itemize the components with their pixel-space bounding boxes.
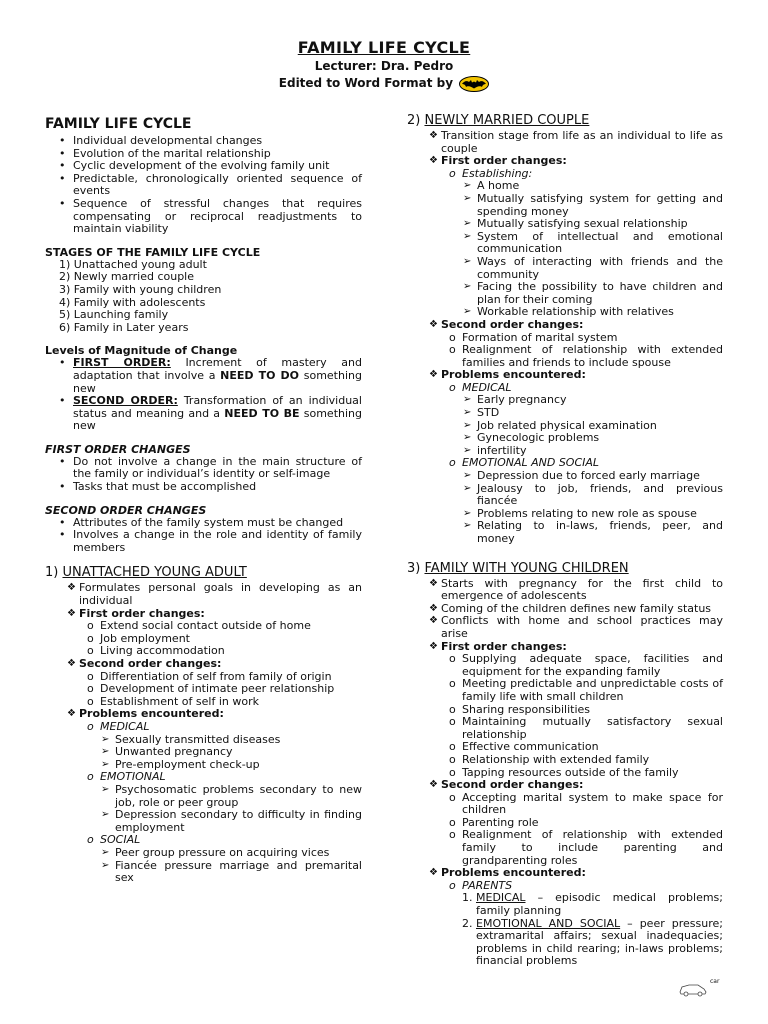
stage3-problems-label: ❖ Problems encountered: xyxy=(407,867,723,880)
stage2-problems-label: ❖ Problems encountered: xyxy=(407,369,723,382)
stage2-title: NEWLY MARRIED COUPLE xyxy=(424,113,590,128)
levels-heading: Levels of Magnitude of Change xyxy=(45,344,238,358)
list-item: o Supplying adequate space, facilities and equipment for the expanding family xyxy=(407,653,723,678)
list-item: ➢ A home xyxy=(407,180,723,193)
list-item: 1) Unattached young adult xyxy=(59,257,207,271)
list-item: ➢ Relating to in-laws, friends, peer, and money xyxy=(407,520,723,545)
stage1-second-order-label: ❖ Second order changes: xyxy=(45,658,362,671)
list-item: ➢ Job related physical examination xyxy=(407,420,723,433)
second-order-text-b: something new xyxy=(73,406,362,433)
stage3-heading xyxy=(407,560,723,578)
second-order-changes-heading: SECOND ORDER CHANGES xyxy=(45,503,207,517)
list-item: ➢ Early pregnancy xyxy=(407,394,723,407)
list-item: ➢ System of intellectual and emotional communication xyxy=(407,231,723,256)
list-item: • Predictable, chronologically oriented sequence of events xyxy=(45,173,362,198)
stage3-first-order-label: ❖ First order changes: xyxy=(407,641,723,654)
list-item: o Living accommodation xyxy=(45,645,362,658)
p2-label: EMOTIONAL AND SOCIAL xyxy=(476,916,621,930)
list-item: o Formation of marital system xyxy=(407,332,723,345)
stage1-first-order-label: ❖ First order changes: xyxy=(45,608,362,621)
stage2-medical-label: o MEDICAL xyxy=(407,382,723,395)
p2-text: – peer pressure; extramarital affairs; sexual inadequacies; problems in child rearing; in-laws problems; financial problems xyxy=(476,916,723,968)
stage2-second-order-label: ❖ Second order changes: xyxy=(407,319,723,332)
list-item: ➢ STD xyxy=(407,407,723,420)
right-column xyxy=(407,112,723,968)
stage3-title: FAMILY WITH YOUNG CHILDREN xyxy=(424,560,629,576)
stage1-social-label: o SOCIAL xyxy=(45,834,362,847)
stages-list xyxy=(45,259,362,335)
second-order-label: SECOND ORDER: xyxy=(73,394,178,408)
list-item: ➢ Sexually transmitted diseases xyxy=(45,734,362,747)
stage3-second-order-label: ❖ Second order changes: xyxy=(407,779,723,792)
list-item: ➢ Mutually satisfying system for getting and spending money xyxy=(407,193,723,218)
stage2-establishing-label: o Establishing: xyxy=(407,168,723,181)
stage3-number: 3) xyxy=(407,560,425,576)
list-item: ❖ Coming of the children defines new family status xyxy=(407,603,723,616)
list-item: • Cyclic development of the evolving family unit xyxy=(45,160,362,173)
stage1-emotional-label: o EMOTIONAL xyxy=(45,771,362,784)
first-order-bold: NEED TO DO xyxy=(220,368,299,382)
list-item: ➢ Depression secondary to difficulty in finding employment xyxy=(45,809,362,834)
list-item: • Tasks that must be accomplished xyxy=(45,481,362,494)
first-order-changes-heading: FIRST ORDER CHANGES xyxy=(45,442,191,456)
list-item: o Establishment of self in work xyxy=(45,696,362,709)
list-item: ➢ Mutually satisfying sexual relationship xyxy=(407,218,723,231)
list-item: o Tapping resources outside of the family xyxy=(407,767,723,780)
stage2-number: 2) xyxy=(407,113,425,128)
stage1-number: 1) xyxy=(45,565,63,581)
intro-bullet-list xyxy=(45,135,362,236)
list-item: ➢ Workable relationship with relatives xyxy=(407,306,723,319)
list-item: ➢ Gynecologic problems xyxy=(407,432,723,445)
document-title: FAMILY LIFE CYCLE xyxy=(297,38,471,57)
stage3-parents-label: o PARENTS xyxy=(407,880,723,893)
list-item: ➢ Unwanted pregnancy xyxy=(45,746,362,759)
stage1-heading xyxy=(45,564,362,582)
list-item: 3) Family with young children xyxy=(59,282,222,296)
stage2-first-order-label: ❖ First order changes: xyxy=(407,155,723,168)
first-changes-list xyxy=(45,456,362,494)
list-item xyxy=(45,395,362,433)
list-item: o Sharing responsibilities xyxy=(407,704,723,717)
lecturer-line: Lecturer: Dra. Pedro xyxy=(314,59,454,73)
list-item: o Relationship with extended family xyxy=(407,754,723,767)
list-item: o Effective communication xyxy=(407,741,723,754)
list-item: o Parenting role xyxy=(407,817,723,830)
edited-text: Edited to Word Format by xyxy=(278,76,454,90)
second-order-text-a: Transformation of an individual status and meaning and a xyxy=(73,394,362,420)
list-item: ➢ Problems relating to new role as spouse xyxy=(407,508,723,521)
stages-heading: STAGES OF THE FAMILY LIFE CYCLE xyxy=(45,245,261,259)
list-item: ➢ Ways of interacting with friends and the community xyxy=(407,256,723,281)
list-item: ➢ Psychosomatic problems secondary to new job, role or peer group xyxy=(45,784,362,809)
list-item: o Differentiation of self from family of origin xyxy=(45,671,362,684)
list-item: ➢ Fiancée pressure marriage and premarital sex xyxy=(45,860,362,885)
p1-label: MEDICAL xyxy=(476,891,526,905)
batman-logo-icon xyxy=(459,76,489,92)
list-item: o Realignment of relationship with extended families and friends to include spouse xyxy=(407,344,723,369)
second-order-bold: NEED TO BE xyxy=(224,406,300,420)
first-order-label: FIRST ORDER: xyxy=(73,356,171,370)
levels-list xyxy=(45,357,362,433)
second-changes-list xyxy=(45,517,362,555)
list-item: • Sequence of stressful changes that requires compensating or reciprocal readjustments to maintain viability xyxy=(45,198,362,236)
list-item: 6) Family in Later years xyxy=(59,320,189,334)
list-item: 2) Newly married couple xyxy=(59,270,195,284)
list-item: o Accepting marital system to make space for children xyxy=(407,792,723,817)
list-item: • Evolution of the marital relationship xyxy=(45,148,362,161)
section-heading-family-life-cycle: FAMILY LIFE CYCLE xyxy=(45,116,192,132)
list-item: • Involves a change in the role and identity of family members xyxy=(45,529,362,554)
list-item: ➢ Pre-employment check-up xyxy=(45,759,362,772)
list-item xyxy=(407,892,723,917)
left-column xyxy=(45,112,362,885)
list-item: 4) Family with adolescents xyxy=(59,295,206,309)
document-header xyxy=(0,38,768,92)
list-item xyxy=(407,918,723,968)
car-label: car xyxy=(710,978,720,985)
list-item: o Extend social contact outside of home xyxy=(45,620,362,633)
stage2-heading xyxy=(407,112,723,130)
p1-number: 1. xyxy=(462,891,473,905)
stage1-medical-label: o MEDICAL xyxy=(45,721,362,734)
stage1-intro: ❖ Formulates personal goals in developing as an individual xyxy=(45,582,362,607)
list-item: • Attributes of the family system must be changed xyxy=(45,517,362,530)
list-item: ➢ Facing the possibility to have children and plan for their coming xyxy=(407,281,723,306)
list-item: o Job employment xyxy=(45,633,362,646)
list-item: • Do not involve a change in the main structure of the family or individual’s identity or self-image xyxy=(45,456,362,481)
list-item: ❖ Starts with pregnancy for the first child to emergence of adolescents xyxy=(407,578,723,603)
stage1-problems-label: ❖ Problems encountered: xyxy=(45,708,362,721)
list-item: • Individual developmental changes xyxy=(45,135,362,148)
stage1-title: UNATTACHED YOUNG ADULT xyxy=(62,565,247,581)
first-order-text-b: something new xyxy=(73,368,362,395)
stage2-emotional-social-label: o EMOTIONAL AND SOCIAL xyxy=(407,457,723,470)
car-icon xyxy=(678,981,708,997)
list-item: o Realignment of relationship with extended family to include parenting and grandparenting roles xyxy=(407,829,723,867)
p2-number: 2. xyxy=(462,916,473,930)
list-item: o Maintaining mutually satisfactory sexual relationship xyxy=(407,716,723,741)
list-item xyxy=(45,357,362,395)
list-item: ➢ Depression due to forced early marriage xyxy=(407,470,723,483)
list-item: o Meeting predictable and unpredictable costs of family life with small children xyxy=(407,678,723,703)
list-item: ➢ infertility xyxy=(407,445,723,458)
stage2-intro: ❖ Transition stage from life as an individual to life as couple xyxy=(407,130,723,155)
list-item: 5) Launching family xyxy=(59,308,169,322)
first-order-text-a: Increment of mastery and adaptation that involve a xyxy=(73,356,363,382)
list-item: o Development of intimate peer relationship xyxy=(45,683,362,696)
p1-text: – episodic medical problems; family planning xyxy=(476,891,723,918)
list-item: ➢ Jealousy to job, friends, and previous fiancée xyxy=(407,483,723,508)
list-item: ➢ Peer group pressure on acquiring vices xyxy=(45,847,362,860)
list-item: ❖ Conflicts with home and school practices may arise xyxy=(407,615,723,640)
edited-line xyxy=(0,75,768,92)
